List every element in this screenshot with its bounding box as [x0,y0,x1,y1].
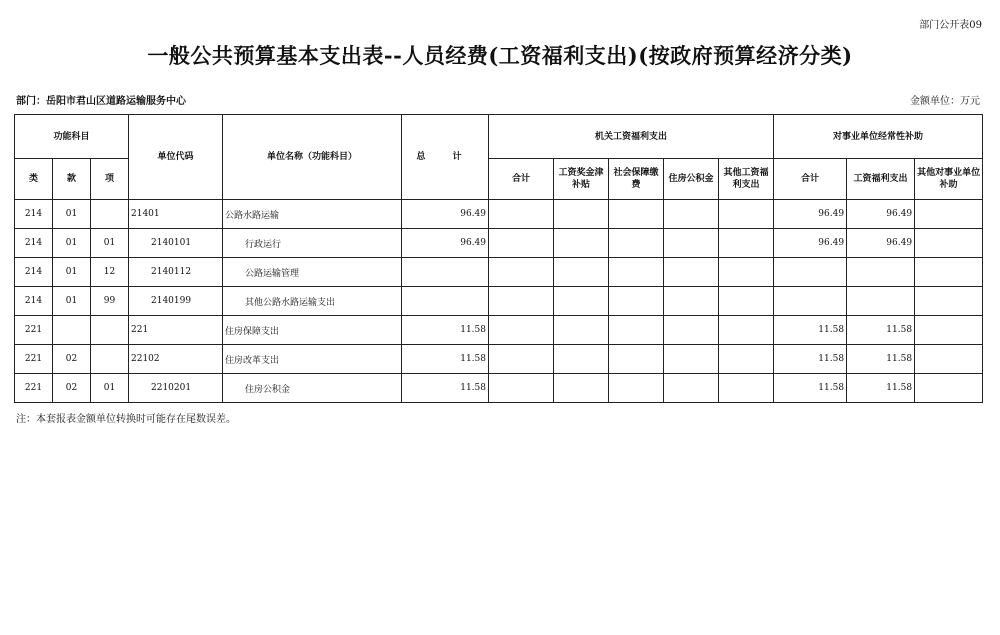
org-social-header: 社会保障缴费 [609,159,664,200]
cell-org-social [609,374,664,403]
cell-lei: 214 [15,287,53,316]
cell-org-other [719,374,774,403]
pub-wage-header: 工资福利支出 [847,159,915,200]
table-row [15,287,983,316]
cell-kuan: 02 [53,374,91,403]
cell-org-total [489,316,554,345]
cell-name: 住房改革支出 [223,345,402,374]
cell-org-social [609,200,664,229]
page-title: 一般公共预算基本支出表--人员经费(工资福利支出)(按政府预算经济分类) [147,43,853,68]
cell-pub-wage: 96.49 [847,229,915,258]
unit-code-header: 单位代码 [129,115,223,200]
cell-org-total [489,287,554,316]
cell-total: 96.49 [402,229,489,258]
cell-org-total [489,258,554,287]
table-row [15,345,983,374]
org-housing-header: 住房公积金 [664,159,719,200]
cell-org-total [489,229,554,258]
cell-code: 2140199 [129,287,223,316]
table-row [15,316,983,345]
cell-org-total [489,374,554,403]
cell-code: 22102 [129,345,223,374]
cell-org-housing [664,287,719,316]
cell-name: 公路运输管理 [223,258,402,287]
cell-org-bonus [554,200,609,229]
cell-xiang: 99 [91,287,129,316]
cell-pub-other [915,316,983,345]
cell-pub-wage: 11.58 [847,316,915,345]
cell-pub-other [915,200,983,229]
cell-lei: 214 [15,229,53,258]
cell-org-bonus [554,345,609,374]
org-wage-group-header: 机关工资福利支出 [489,115,774,159]
cell-code: 221 [129,316,223,345]
cell-pub-total [774,258,847,287]
org-bonus-header: 工资奖金津补贴 [554,159,609,200]
cell-org-other [719,316,774,345]
cell-xiang [91,345,129,374]
cell-org-other [719,287,774,316]
cell-org-housing [664,345,719,374]
cell-org-social [609,287,664,316]
cell-pub-wage [847,287,915,316]
cell-pub-total: 11.58 [774,316,847,345]
cell-total: 11.58 [402,345,489,374]
cell-pub-total: 11.58 [774,374,847,403]
cell-name: 住房公积金 [223,374,402,403]
cell-pub-other [915,374,983,403]
cell-org-bonus [554,258,609,287]
cell-xiang [91,316,129,345]
cell-org-housing [664,200,719,229]
cell-xiang [91,200,129,229]
unit-name-header: 单位名称（功能科目） [223,115,402,200]
xiang-header: 项 [91,159,129,200]
cell-kuan [53,316,91,345]
cell-total: 96.49 [402,200,489,229]
cell-org-housing [664,229,719,258]
cell-pub-other [915,287,983,316]
cell-org-total [489,345,554,374]
cell-code: 2140101 [129,229,223,258]
cell-kuan: 01 [53,287,91,316]
cell-org-bonus [554,316,609,345]
table-row [15,258,983,287]
cell-org-social [609,345,664,374]
func-subject-header: 功能科目 [15,115,129,159]
org-other-header: 其他工资福利支出 [719,159,774,200]
cell-kuan: 01 [53,258,91,287]
cell-total [402,258,489,287]
cell-pub-other [915,258,983,287]
table-row [15,229,983,258]
cell-org-other [719,200,774,229]
cell-lei: 221 [15,316,53,345]
cell-total: 11.58 [402,316,489,345]
org-total-header: 合计 [489,159,554,200]
budget-table [14,114,983,403]
cell-org-other [719,345,774,374]
cell-kuan: 01 [53,200,91,229]
cell-pub-wage: 96.49 [847,200,915,229]
cell-lei: 221 [15,345,53,374]
cell-name: 其他公路水路运输支出 [223,287,402,316]
pub-total-header: 合计 [774,159,847,200]
cell-total: 11.58 [402,374,489,403]
cell-org-social [609,229,664,258]
amount-unit-label: 金额单位：万元 [910,96,980,107]
cell-org-housing [664,374,719,403]
cell-name: 公路水路运输 [223,200,402,229]
cell-pub-total: 96.49 [774,229,847,258]
pub-other-header: 其他对事业单位补助 [915,159,983,200]
cell-xiang: 12 [91,258,129,287]
cell-pub-total: 11.58 [774,345,847,374]
cell-org-bonus [554,287,609,316]
cell-xiang: 01 [91,229,129,258]
cell-kuan: 02 [53,345,91,374]
cell-pub-wage: 11.58 [847,374,915,403]
cell-xiang: 01 [91,374,129,403]
cell-org-other [719,258,774,287]
cell-pub-total [774,287,847,316]
table-row [15,374,983,403]
cell-name: 住房保障支出 [223,316,402,345]
cell-code: 2140112 [129,258,223,287]
cell-pub-total: 96.49 [774,200,847,229]
cell-lei: 214 [15,200,53,229]
cell-code: 2210201 [129,374,223,403]
kuan-header: 款 [53,159,91,200]
cell-org-social [609,316,664,345]
cell-org-bonus [554,374,609,403]
form-number: 部门公开表09 [919,20,982,31]
cell-lei: 221 [15,374,53,403]
cell-org-total [489,200,554,229]
cell-pub-wage [847,258,915,287]
cell-org-social [609,258,664,287]
cell-lei: 214 [15,258,53,287]
cell-org-bonus [554,229,609,258]
cell-pub-wage: 11.58 [847,345,915,374]
lei-header: 类 [15,159,53,200]
cell-pub-other [915,229,983,258]
table-row [15,200,983,229]
cell-code: 21401 [129,200,223,229]
cell-total [402,287,489,316]
cell-kuan: 01 [53,229,91,258]
cell-org-housing [664,258,719,287]
total-header: 总 计 [402,115,489,200]
cell-org-other [719,229,774,258]
cell-name: 行政运行 [223,229,402,258]
public-subsidy-group-header: 对事业单位经常性补助 [774,115,983,159]
footnote: 注：本套报表金额单位转换时可能存在尾数误差。 [16,414,236,425]
department-label: 部门：岳阳市君山区道路运输服务中心 [16,96,186,107]
cell-org-housing [664,316,719,345]
cell-pub-other [915,345,983,374]
